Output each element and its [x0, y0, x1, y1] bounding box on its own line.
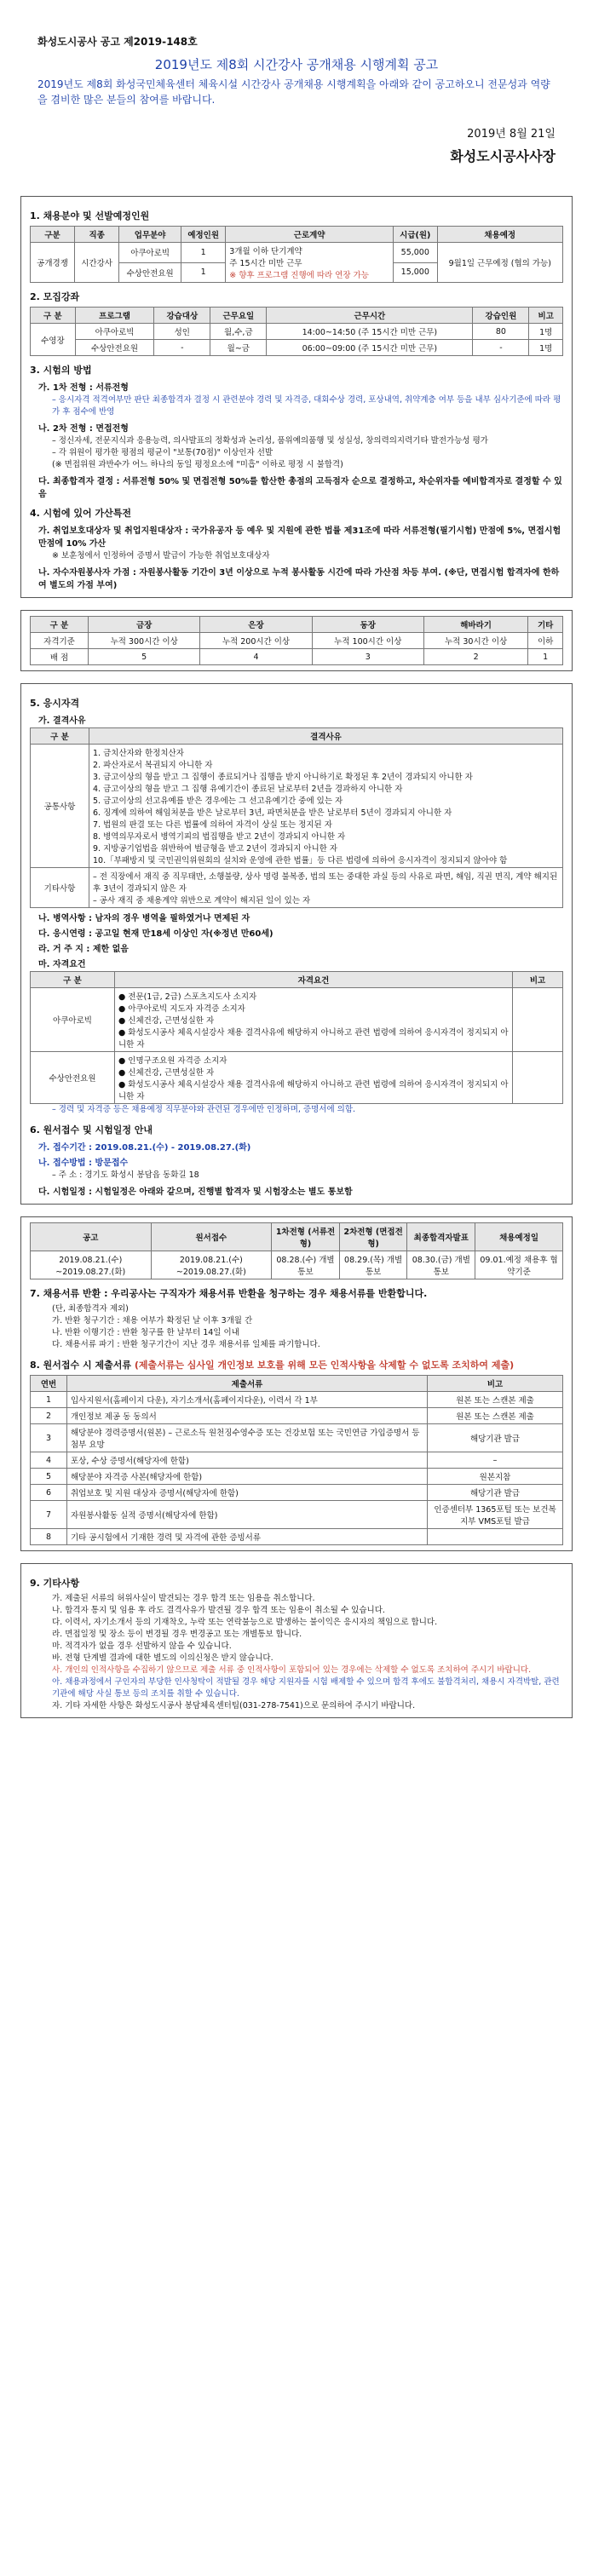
- cell-people: 80: [473, 324, 529, 340]
- sec9-line: 아. 채용과정에서 구인자의 부당한 인사청탁이 적발될 경우 해당 지원자를 시험 배제할 수 있으며 합격 후에도 불합격처리, 채용시 자격박탈, 관련기관에 해당 사실 통보 등의 조치를 취할 수 있습니다.: [52, 1677, 560, 1699]
- doc-no: 8: [31, 1529, 67, 1545]
- th: 예정인원: [181, 227, 226, 243]
- cell: 4: [200, 649, 312, 665]
- notice-title: 2019년도 제8회 시간강사 공개채용 시행계획 공고: [154, 57, 439, 72]
- doc-no: 3: [31, 1424, 67, 1452]
- doc-no: 7: [31, 1501, 67, 1529]
- contract-line: 주 15시간 미만 근무: [229, 259, 302, 268]
- doc-note: 원본지참: [428, 1469, 563, 1485]
- section-1-title: 1. 채용분야 및 선발예정인원: [30, 210, 150, 221]
- sec3-line: – 응시자격 적격여부만 판단 최종합격자 결정 시 관련분야 경력 및 자격증, 대회수상 경력, 포상내역, 취약계층 여부 등을 내부 심사기준에 따라 평가 후 점수에 반영: [52, 395, 561, 417]
- cell: 누적 100시간 이상: [312, 633, 423, 649]
- sec9-line: 자. 기타 자세한 사항은 화성도시공사 봉담체육센터팀(031-278-7541)으로 문의하여 주시기 바랍니다.: [52, 1701, 416, 1711]
- sec9-line: 나. 합격자 통지 및 임용 후 라도 결격사유가 발견될 경우 합격 또는 임용이 취소될 수 있습니다.: [52, 1606, 385, 1615]
- doc-name: 기타 공시험에서 기재한 경력 및 자격에 관한 증빙서류: [67, 1529, 428, 1545]
- th: 업무분야: [119, 227, 181, 243]
- sec6-line: 다. 시험일정 : 시험일정은 아래와 같으며, 진행별 합격자 및 시험장소는 별도 통보함: [38, 1187, 353, 1197]
- section-2-title: 2. 모집강좌: [30, 291, 80, 302]
- disq-item: 9. 지방공기업법을 위반하여 벌금형을 받고 2년이 경과되지 아니한 자: [93, 844, 338, 854]
- sec3-line: 나. 2차 전형 : 면접전형: [38, 424, 129, 434]
- sec9-line: 바. 전형 단계별 결과에 대한 별도의 이의신청은 받지 않습니다.: [52, 1653, 273, 1663]
- sec7-line: 가. 반환 청구기간 : 채용 여부가 확정된 날 이후 3개월 간: [52, 1316, 253, 1325]
- sec6-line: 나. 접수방법 : 방문접수: [38, 1159, 129, 1168]
- cell: 5: [89, 649, 200, 665]
- sec9-line: 가. 제출된 서류의 허위사실이 발견되는 경우 합격 또는 임용을 취소합니다.: [52, 1594, 315, 1603]
- sec9-line: 라. 면접일정 및 장소 등이 변경될 경우 변경공고 또는 개별통보 합니다.: [52, 1630, 302, 1639]
- disq-item: 4. 금고이상의 형을 받고 그 집행 유예기간이 종료된 날로부터 2년을 경과하지 아니한 자: [93, 785, 403, 794]
- sec6-line: 가. 접수기간 : 2019.08.21.(수) - 2019.08.27.(화): [38, 1143, 251, 1153]
- th: 구 분: [31, 617, 89, 633]
- documents-table: [30, 1375, 563, 1545]
- disq-item: 1. 금치산자와 한정치산자: [93, 749, 184, 758]
- doc-no: 5: [31, 1469, 67, 1485]
- cell-contract: [226, 243, 394, 283]
- cell-time: 06:00~09:00 (주 15시간 미만 근무): [267, 340, 473, 356]
- cell-program: 아쿠아로빅: [75, 324, 154, 340]
- sec4-line: 가. 취업보호대상자 및 취업지원대상자 : 국가유공자 등 예우 및 지원에 관한 법률 제31조에 따라 서류전형(필기시험) 만점에 5%, 면접시험 만점에 10% 가산: [38, 526, 561, 549]
- cell-note: 1명: [529, 340, 563, 356]
- cell-note: 1명: [529, 324, 563, 340]
- req-item: ● 화성도시공사 체육시설강사 채용 결격사유에 해당하지 아니하고 관련 법령에 의하여 응시자격이 정지되지 아니한 자: [118, 1080, 509, 1101]
- cell-count: 1: [181, 243, 226, 263]
- disq-item: 5. 금고이상의 선고유예를 받은 경우에는 그 선고유예기간 중에 있는 자: [93, 796, 343, 806]
- req-items: [115, 988, 513, 1052]
- sec5-line: 다. 응시연령 : 공고일 현재 만18세 이상인 자(※정년 만60세): [38, 929, 273, 939]
- cell-field: 수상안전요원: [119, 262, 181, 283]
- doc-no: 1: [31, 1392, 67, 1408]
- cell-target: -: [154, 340, 210, 356]
- doc-note: 원본 또는 스캔본 제출: [428, 1408, 563, 1424]
- cell-count: 1: [181, 262, 226, 283]
- notice-date: 2019년 8월 21일: [467, 128, 556, 141]
- volunteer-table: [30, 616, 563, 665]
- section-6-title: 6. 원서접수 및 시험일정 안내: [30, 1124, 153, 1136]
- doc-no: 4: [31, 1452, 67, 1469]
- cell: 배 점: [31, 649, 89, 665]
- req-note: – 경력 및 자격증 등은 채용예정 직무분야와 관련된 경우에만 인정하며, 증명서에 의함.: [52, 1105, 356, 1114]
- cell: 3: [312, 649, 423, 665]
- th: 기타: [528, 617, 563, 633]
- doc-name: 해당분야 경력증명서(원본) – 근로소득 원천징수영수증 또는 건강보험 또는 국민연금 가입증명서 등 첨부 요망: [67, 1424, 428, 1452]
- th: 자격요건: [115, 972, 513, 988]
- section-box-2: [20, 610, 573, 671]
- doc-no: 2: [31, 1408, 67, 1424]
- etc-item: – 전 직장에서 재직 중 직무태만, 소행불량, 상사 명령 불복종, 법의 또는 중대한 과실 등의 사유로 파면, 해임, 직권 면직, 계약 해지된 후 3년이 경과되지 않은 자: [93, 872, 558, 894]
- cell: 이하: [528, 633, 563, 649]
- cell: 누적 300시간 이상: [89, 633, 200, 649]
- section-8-note: (제출서류는 심사일 개인정보 보호를 위해 모든 인적사항을 삭제할 수 없도록 조치하여 제출): [134, 1360, 515, 1371]
- section-8-label: 8. 원서접수 시 제출서류: [30, 1360, 131, 1371]
- sec3-line: – 정신자세, 전문지식과 응용능력, 의사발표의 정확성과 논리성, 품위예의품행 및 성실성, 창의력의지력기타 발전가능성 평가: [52, 436, 488, 446]
- cell-program: 수상안전요원: [75, 340, 154, 356]
- th: 채용예정: [437, 227, 562, 243]
- cell-target: 성인: [154, 324, 210, 340]
- doc-note: –: [428, 1452, 563, 1469]
- doc-name: 해당분야 자격증 사본(해당자에 한함): [67, 1469, 428, 1485]
- section-9-title: 9. 기타사항: [30, 1578, 80, 1589]
- th: 시급(원): [394, 227, 438, 243]
- notice-intro: 2019년도 제8회 화성국민체육센터 체육시설 시간강사 공개채용 시행계획을 아래와 같이 공고하오니 전문성과 역량을 겸비한 많은 분들의 참여를 바랍니다.: [37, 78, 550, 106]
- section-4-title: 4. 시험에 있어 가산특전: [30, 508, 131, 519]
- th: 강습대상: [154, 308, 210, 324]
- th: 결격사유: [89, 728, 563, 745]
- section-box-3: [20, 683, 573, 1205]
- cell: 2019.08.21.(수) ~2019.08.27.(화): [151, 1251, 272, 1279]
- cell: 1: [528, 649, 563, 665]
- cell: 08.29.(목) 개별통보: [339, 1251, 407, 1279]
- th: 구 분: [31, 728, 89, 745]
- sec5-sub-a: 가. 결격사유: [38, 716, 86, 726]
- cell: 08.28.(수) 개별통보: [272, 1251, 340, 1279]
- th: 직종: [75, 227, 119, 243]
- disq-item: 8. 병역의무자로서 병역기피의 법집행을 받고 2년이 경과되지 아니한 자: [93, 832, 346, 842]
- etc-list: [89, 868, 563, 908]
- disq-item: 7. 법원의 판결 또는 다른 법률에 의하여 자격이 상실 또는 정지된 자: [93, 820, 332, 830]
- req-items: [115, 1052, 513, 1104]
- req-item: ● 신체건강, 근면성실한 자: [118, 1068, 215, 1078]
- disqualification-table: [30, 727, 563, 908]
- req-field: 수상안전요원: [31, 1052, 115, 1104]
- th: 금장: [89, 617, 200, 633]
- th: 채용예정일: [475, 1223, 563, 1251]
- sec5-line: 라. 거 주 지 : 제한 없음: [38, 945, 129, 954]
- th: 동장: [312, 617, 423, 633]
- th: 비고: [428, 1376, 563, 1392]
- cell-time: 14:00~14:50 (주 15시간 미만 근무): [267, 324, 473, 340]
- cell-days: 월~금: [210, 340, 267, 356]
- sec5-line: 나. 병역사항 : 남자의 경우 병역을 필하였거나 면제된 자: [38, 914, 250, 923]
- cell: 09.01.예정 채용후 협약기준: [475, 1251, 563, 1279]
- section-5-title: 5. 응시자격: [30, 698, 80, 709]
- common-list: [89, 745, 563, 868]
- cell: 08.30.(금) 개별통보: [407, 1251, 475, 1279]
- th: 프로그램: [75, 308, 154, 324]
- th: 구 분: [31, 308, 76, 324]
- section-7-title: 7. 채용서류 반환 : 우리공사는 구직자가 채용서류 반환을 청구하는 경우 채용서류를 반환합니다.: [30, 1288, 428, 1299]
- cell-job: 시간강사: [75, 243, 119, 283]
- cell-type: 공개경쟁: [31, 243, 75, 283]
- disq-item: 6. 징계에 의하여 해임처분을 받은 날로부터 3년, 파면처분을 받은 날로부터 5년이 경과되지 아니한 자: [93, 808, 452, 818]
- th: 구 분: [31, 972, 115, 988]
- sec6-line: – 주 소 : 경기도 화성시 봉담읍 동화길 18: [52, 1170, 199, 1180]
- doc-note: 해당기관 발급: [428, 1485, 563, 1501]
- notice-number: 화성도시공사 공고 제2019-148호: [37, 36, 198, 48]
- doc-note: [428, 1529, 563, 1545]
- contract-line: 3개월 이하 단기계약: [229, 247, 302, 256]
- sec9-line: 사. 개인의 인적사항을 수집하기 않으므로 제출 서류 중 인적사항이 포함되어 있는 경우에는 삭제할 수 없도록 조치하여 주시기 바랍니다.: [52, 1665, 532, 1675]
- schedule-table: [30, 1222, 563, 1279]
- req-item: ● 전문(1급, 2급) 스포츠지도사 소지자: [118, 992, 257, 1002]
- cell-field: 아쿠아로빅: [119, 243, 181, 263]
- recruit-table: [30, 226, 563, 283]
- notice-header: [0, 0, 593, 196]
- contract-line: ※ 향후 프로그램 진행에 따라 연장 가능: [229, 271, 369, 280]
- th: 강습인원: [473, 308, 529, 324]
- course-table: [30, 307, 563, 356]
- cell-schedule: 9월1일 근무예정 (협의 가능): [437, 243, 562, 283]
- doc-name: 자원봉사활동 실적 증명서(해당자에 한함): [67, 1501, 428, 1529]
- th: 제출서류: [67, 1376, 428, 1392]
- th: 근무시간: [267, 308, 473, 324]
- cell: 자격기준: [31, 633, 89, 649]
- section-box-1: [20, 196, 573, 598]
- sec9-line: 마. 적격자가 없을 경우 선발하지 않을 수 있습니다.: [52, 1642, 232, 1651]
- th: 은장: [200, 617, 312, 633]
- sec7-line: 다. 채용서류 파기 : 반환 청구기간이 지난 경우 채용서류 일체를 파기합니다.: [52, 1340, 320, 1349]
- cell: 누적 30시간 이상: [423, 633, 527, 649]
- doc-no: 6: [31, 1485, 67, 1501]
- sec5-line: 마. 자격요건: [38, 960, 86, 969]
- section-box-4: [20, 1216, 573, 1551]
- th: 비고: [513, 972, 563, 988]
- doc-name: 입사지원서(홈페이지 다운), 자기소개서(홈페이지다운), 이력서 각 1부: [67, 1392, 428, 1408]
- th: 해바라기: [423, 617, 527, 633]
- section-3-title: 3. 시험의 방법: [30, 365, 92, 376]
- sec4-line: 나. 자수자원봉사자 가점 : 자원봉사활동 기간이 3년 이상으로 누적 봉사활동 시간에 따라 가산점 차등 부여. (※단, 면접시험 합격자에 한하여 별도의 가점 부여): [38, 568, 560, 590]
- th: 1차전형 (서류전형): [272, 1223, 340, 1251]
- common-label: 공통사항: [31, 745, 89, 868]
- cell-group: 수영장: [31, 324, 76, 356]
- th: 근로계약: [226, 227, 394, 243]
- cell-days: 월,수,금: [210, 324, 267, 340]
- sec3-line: 가. 1차 전형 : 서류전형: [38, 383, 129, 393]
- req-item: ● 아쿠아로빅 지도자 자격증 소지자: [118, 1004, 245, 1014]
- sec7-line: (단, 최종합격자 제외): [52, 1304, 129, 1314]
- doc-name: 취업보호 및 지원 대상자 증명서(해당자에 한함): [67, 1485, 428, 1501]
- cell-people: -: [473, 340, 529, 356]
- disq-item: 3. 금고이상의 형을 받고 그 집행이 종료되거나 집행을 받지 아니하기로 확정된 후 2년이 경과되지 아니한 자: [93, 773, 473, 782]
- etc-item: – 공사 재직 중 채용계약 위반으로 계약이 해지된 일이 있는 자: [93, 896, 311, 906]
- th: 최종합격자발표: [407, 1223, 475, 1251]
- sec4-line: ※ 보훈청에서 인정하여 증명서 발급이 가능한 취업보호대상자: [52, 551, 270, 561]
- section-8-title: [30, 1358, 563, 1371]
- sec7-line: 나. 반환 이행기간 : 반환 청구를 한 날부터 14일 이내: [52, 1328, 239, 1337]
- th: 원서접수: [151, 1223, 272, 1251]
- section-box-5: [20, 1563, 573, 1718]
- doc-name: 개인정보 제공 동 동의서: [67, 1408, 428, 1424]
- sec3-line: 다. 최종합격자 결정 : 서류전형 50% 및 면접전형 50%를 합산한 총점의 고득점자 순으로 결정하고, 차순위자를 예비합격자로 결정할 수 있음: [38, 477, 562, 499]
- doc-note: 해당기관 발급: [428, 1424, 563, 1452]
- cell-wage: 15,000: [394, 262, 438, 283]
- th: 연번: [31, 1376, 67, 1392]
- req-field: 아쿠아로빅: [31, 988, 115, 1052]
- th: 2차전형 (면접전형): [339, 1223, 407, 1251]
- cell: 누적 200시간 이상: [200, 633, 312, 649]
- th: 비고: [529, 308, 563, 324]
- th: 공고: [31, 1223, 152, 1251]
- cell-wage: 55,000: [394, 243, 438, 263]
- disq-item: 10.「부패방지 및 국민권익위원회의 설치와 운영에 관한 법률」등 다른 법령에 의하여 응시자격이 정지되지 않아야 함: [93, 856, 508, 865]
- doc-note: 원본 또는 스캔본 제출: [428, 1392, 563, 1408]
- cell: 2: [423, 649, 527, 665]
- cell: 2019.08.21.(수) ~2019.08.27.(화): [31, 1251, 152, 1279]
- req-item: ● 신체건강, 근면성실한 자: [118, 1016, 215, 1026]
- th: 근무요일: [210, 308, 267, 324]
- etc-label: 기타사항: [31, 868, 89, 908]
- th: 구분: [31, 227, 75, 243]
- sec3-line: – 각 위원이 평가한 평점의 평균이 "보통(70점)" 이상인자 선발: [52, 448, 273, 457]
- doc-note: 인증센터부 1365포털 또는 보건복지부 VMS포털 발급: [428, 1501, 563, 1529]
- req-item: ● 화성도시공사 체육시설강사 채용 결격사유에 해당하지 아니하고 관련 법령에 의하여 응시자격이 정지되지 아니한 자: [118, 1028, 509, 1049]
- sec9-line: 다. 이력서, 자기소개서 등의 기재착오, 누락 또는 연락불능으로 발생하는 불이익은 응시자의 책임으로 합니다.: [52, 1618, 438, 1627]
- requirement-table: [30, 971, 563, 1104]
- req-item: ● 인명구조요원 자격증 소지자: [118, 1056, 227, 1066]
- sec3-line: (※ 면접위원 과반수가 어느 하나의 동일 평정요소에 "미흡" 이하로 평정 시 불합격): [52, 460, 343, 469]
- doc-name: 포상, 수상 증명서(해당자에 한함): [67, 1452, 428, 1469]
- disq-item: 2. 파산자로서 복권되지 아니한 자: [93, 761, 213, 770]
- notice-org: 화성도시공사사장: [450, 148, 556, 164]
